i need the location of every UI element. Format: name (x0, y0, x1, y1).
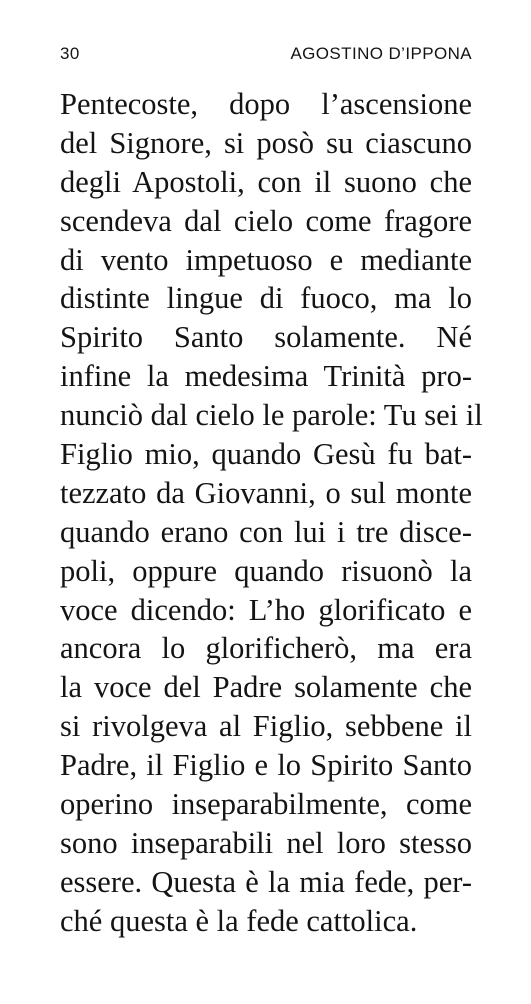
text-line: si rivolgeva al Figlio, sebbene il (60, 709, 472, 744)
text-line: del Signore, si posò su ciascuno (60, 125, 472, 160)
text-line: Pentecoste, dopo l’ascensione (60, 87, 472, 121)
text-line: Spirito Santo solamente. Né (60, 320, 472, 355)
text-line: essere. Questa è la mia fede, per- (60, 864, 472, 899)
text-line: Padre, il Figlio e lo Spirito Santo (60, 748, 472, 783)
text-line: degli Apostoli, con il suono che (60, 164, 472, 199)
running-head (60, 44, 472, 64)
text-line: nunciò dal cielo le parole: Tu sei il (60, 398, 483, 433)
text-line: poli, oppure quando risuonò la (60, 553, 472, 588)
text-line: distinte lingue di fuoco, ma lo (60, 281, 472, 316)
text-line: quando erano con lui i tre disce- (60, 514, 472, 549)
text-line: scendeva dal cielo come fragore (60, 203, 472, 238)
text-line: ché questa è la fede cattolica. (60, 903, 418, 938)
text-line: operino inseparabilmente, come (60, 787, 472, 822)
text-line: di vento impetuoso e mediante (60, 242, 472, 277)
text-line: voce dicendo: L’ho glorificato e (60, 592, 472, 627)
page-number: 30 (60, 44, 80, 63)
text-line: ancora lo glorificherò, ma era (60, 631, 472, 666)
body-text (60, 85, 483, 941)
text-line: tezzato da Giovanni, o sul monte (60, 475, 472, 510)
running-title: AGOSTINO D’IPPONA (290, 44, 472, 63)
text-line: infine la medesima Trinità pro- (60, 359, 472, 394)
text-line: Figlio mio, quando Gesù fu bat- (60, 437, 472, 472)
text-line: la voce del Padre solamente che (60, 670, 472, 705)
text-line: sono inseparabili nel loro stesso (60, 825, 472, 860)
